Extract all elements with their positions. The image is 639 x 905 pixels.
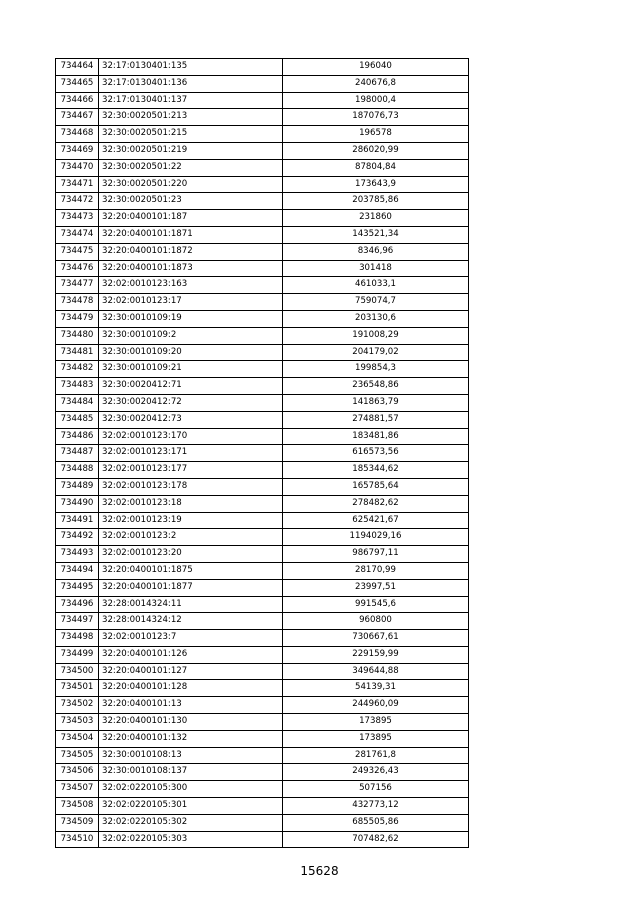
table-row: [56, 529, 469, 546]
value-cell: 183481,86: [283, 428, 469, 445]
cadastral-number-cell: 32:02:0010123:170: [99, 428, 283, 445]
value-cell: 249326,43: [283, 764, 469, 781]
table-row: [56, 310, 469, 327]
table-row: [56, 546, 469, 563]
row-id-cell: 734466: [56, 92, 99, 109]
table-row: [56, 428, 469, 445]
table-row: [56, 495, 469, 512]
value-cell: 281761,8: [283, 747, 469, 764]
value-cell: 685505,86: [283, 814, 469, 831]
cadastral-number-cell: 32:30:0010108:13: [99, 747, 283, 764]
row-id-cell: 734509: [56, 814, 99, 831]
table-row: [56, 747, 469, 764]
table-row: [56, 562, 469, 579]
value-cell: 301418: [283, 260, 469, 277]
table-row: [56, 814, 469, 831]
cadastral-number-cell: 32:28:0014324:12: [99, 613, 283, 630]
cadastral-number-cell: 32:02:0220105:301: [99, 798, 283, 815]
cadastral-number-cell: 32:20:0400101:126: [99, 646, 283, 663]
value-cell: 274881,57: [283, 411, 469, 428]
value-cell: 203130,6: [283, 310, 469, 327]
value-cell: 143521,34: [283, 226, 469, 243]
cadastral-number-cell: 32:02:0010123:178: [99, 478, 283, 495]
table-row: [56, 579, 469, 596]
value-cell: 204179,02: [283, 344, 469, 361]
value-cell: 198000,4: [283, 92, 469, 109]
table-row: [56, 781, 469, 798]
cadastral-number-cell: 32:20:0400101:132: [99, 730, 283, 747]
value-cell: 240676,8: [283, 75, 469, 92]
table-row: [56, 462, 469, 479]
value-cell: 173895: [283, 714, 469, 731]
row-id-cell: 734481: [56, 344, 99, 361]
cadastral-number-cell: 32:17:0130401:136: [99, 75, 283, 92]
cadastral-number-cell: 32:20:0400101:1872: [99, 243, 283, 260]
row-id-cell: 734487: [56, 445, 99, 462]
table-row: [56, 142, 469, 159]
row-id-cell: 734476: [56, 260, 99, 277]
value-cell: 986797,11: [283, 546, 469, 563]
value-cell: 173643,9: [283, 176, 469, 193]
cadastral-number-cell: 32:20:0400101:1873: [99, 260, 283, 277]
cadastral-number-cell: 32:30:0010109:21: [99, 361, 283, 378]
cadastral-number-cell: 32:02:0010123:19: [99, 512, 283, 529]
row-id-cell: 734495: [56, 579, 99, 596]
value-cell: 87804,84: [283, 159, 469, 176]
cadastral-number-cell: 32:02:0010123:163: [99, 277, 283, 294]
cadastral-number-cell: 32:30:0010109:2: [99, 327, 283, 344]
cadastral-number-cell: 32:30:0020501:215: [99, 126, 283, 143]
value-cell: 461033,1: [283, 277, 469, 294]
value-cell: 349644,88: [283, 663, 469, 680]
cadastral-number-cell: 32:20:0400101:127: [99, 663, 283, 680]
value-cell: 191008,29: [283, 327, 469, 344]
row-id-cell: 734503: [56, 714, 99, 731]
table-row: [56, 714, 469, 731]
cadastral-number-cell: 32:30:0010108:137: [99, 764, 283, 781]
row-id-cell: 734507: [56, 781, 99, 798]
cadastral-number-cell: 32:30:0020501:23: [99, 193, 283, 210]
value-cell: 173895: [283, 730, 469, 747]
row-id-cell: 734464: [56, 59, 99, 76]
table-row: [56, 411, 469, 428]
row-id-cell: 734498: [56, 630, 99, 647]
row-id-cell: 734486: [56, 428, 99, 445]
table-row: [56, 243, 469, 260]
value-cell: 165785,64: [283, 478, 469, 495]
row-id-cell: 734494: [56, 562, 99, 579]
row-id-cell: 734508: [56, 798, 99, 815]
row-id-cell: 734506: [56, 764, 99, 781]
value-cell: 432773,12: [283, 798, 469, 815]
cadastral-number-cell: 32:30:0020412:73: [99, 411, 283, 428]
table-row: [56, 764, 469, 781]
cadastral-number-cell: 32:30:0010109:19: [99, 310, 283, 327]
table-row: [56, 831, 469, 848]
cadastral-number-cell: 32:20:0400101:187: [99, 210, 283, 227]
table-row: [56, 613, 469, 630]
table-row: [56, 176, 469, 193]
row-id-cell: 734496: [56, 596, 99, 613]
row-id-cell: 734467: [56, 109, 99, 126]
cadastral-number-cell: 32:02:0220105:302: [99, 814, 283, 831]
cadastral-number-cell: 32:30:0020412:71: [99, 378, 283, 395]
table-row: [56, 646, 469, 663]
row-id-cell: 734465: [56, 75, 99, 92]
row-id-cell: 734493: [56, 546, 99, 563]
cadastral-number-cell: 32:30:0020501:22: [99, 159, 283, 176]
row-id-cell: 734478: [56, 294, 99, 311]
table-row: [56, 277, 469, 294]
value-cell: 759074,7: [283, 294, 469, 311]
row-id-cell: 734504: [56, 730, 99, 747]
cadastral-number-cell: 32:02:0010123:2: [99, 529, 283, 546]
table-row: [56, 344, 469, 361]
value-cell: 707482,62: [283, 831, 469, 848]
table-row: [56, 478, 469, 495]
row-id-cell: 734477: [56, 277, 99, 294]
row-id-cell: 734488: [56, 462, 99, 479]
cadastral-number-cell: 32:02:0010123:17: [99, 294, 283, 311]
table-row: [56, 697, 469, 714]
table-row: [56, 109, 469, 126]
value-cell: 991545,6: [283, 596, 469, 613]
table-row: [56, 159, 469, 176]
value-cell: 185344,62: [283, 462, 469, 479]
value-cell: 616573,56: [283, 445, 469, 462]
row-id-cell: 734480: [56, 327, 99, 344]
row-id-cell: 734490: [56, 495, 99, 512]
table-row: [56, 630, 469, 647]
row-id-cell: 734473: [56, 210, 99, 227]
cadastral-number-cell: 32:30:0020501:213: [99, 109, 283, 126]
value-cell: 231860: [283, 210, 469, 227]
cadastral-number-cell: 32:02:0010123:177: [99, 462, 283, 479]
table-row: [56, 663, 469, 680]
row-id-cell: 734470: [56, 159, 99, 176]
cadastral-number-cell: 32:20:0400101:1875: [99, 562, 283, 579]
value-cell: 196578: [283, 126, 469, 143]
value-cell: 203785,86: [283, 193, 469, 210]
table-row: [56, 75, 469, 92]
cadastral-number-cell: 32:30:0010109:20: [99, 344, 283, 361]
row-id-cell: 734469: [56, 142, 99, 159]
table-row: [56, 294, 469, 311]
table-row: [56, 798, 469, 815]
value-cell: 1194029,16: [283, 529, 469, 546]
table-row: [56, 92, 469, 109]
row-id-cell: 734468: [56, 126, 99, 143]
row-id-cell: 734505: [56, 747, 99, 764]
value-cell: 187076,73: [283, 109, 469, 126]
row-id-cell: 734492: [56, 529, 99, 546]
table-row: [56, 59, 469, 76]
cadastral-number-cell: 32:20:0400101:1871: [99, 226, 283, 243]
value-cell: 625421,67: [283, 512, 469, 529]
value-cell: 141863,79: [283, 394, 469, 411]
table-row: [56, 445, 469, 462]
row-id-cell: 734485: [56, 411, 99, 428]
cadastral-number-cell: 32:02:0010123:7: [99, 630, 283, 647]
value-cell: 236548,86: [283, 378, 469, 395]
table-row: [56, 361, 469, 378]
cadastral-number-cell: 32:02:0010123:20: [99, 546, 283, 563]
row-id-cell: 734475: [56, 243, 99, 260]
records-table: [55, 58, 469, 848]
table-row: [56, 378, 469, 395]
value-cell: 960800: [283, 613, 469, 630]
table-row: [56, 193, 469, 210]
row-id-cell: 734491: [56, 512, 99, 529]
value-cell: 229159,99: [283, 646, 469, 663]
value-cell: 196040: [283, 59, 469, 76]
value-cell: 730667,61: [283, 630, 469, 647]
row-id-cell: 734499: [56, 646, 99, 663]
value-cell: 244960,09: [283, 697, 469, 714]
cadastral-number-cell: 32:02:0010123:18: [99, 495, 283, 512]
value-cell: 507156: [283, 781, 469, 798]
page-number: 15628: [300, 864, 339, 878]
table-row: [56, 210, 469, 227]
row-id-cell: 734484: [56, 394, 99, 411]
cadastral-number-cell: 32:02:0220105:300: [99, 781, 283, 798]
value-cell: 278482,62: [283, 495, 469, 512]
cadastral-number-cell: 32:17:0130401:137: [99, 92, 283, 109]
cadastral-number-cell: 32:20:0400101:1877: [99, 579, 283, 596]
row-id-cell: 734502: [56, 697, 99, 714]
value-cell: 8346,96: [283, 243, 469, 260]
row-id-cell: 734479: [56, 310, 99, 327]
value-cell: 54139,31: [283, 680, 469, 697]
row-id-cell: 734500: [56, 663, 99, 680]
cadastral-number-cell: 32:02:0220105:303: [99, 831, 283, 848]
row-id-cell: 734472: [56, 193, 99, 210]
table-row: [56, 226, 469, 243]
value-cell: 23997,51: [283, 579, 469, 596]
table-row: [56, 680, 469, 697]
table-row: [56, 512, 469, 529]
cadastral-number-cell: 32:30:0020501:219: [99, 142, 283, 159]
row-id-cell: 734474: [56, 226, 99, 243]
row-id-cell: 734483: [56, 378, 99, 395]
table-row: [56, 596, 469, 613]
cadastral-number-cell: 32:17:0130401:135: [99, 59, 283, 76]
records-table-body: [56, 59, 469, 848]
value-cell: 286020,99: [283, 142, 469, 159]
row-id-cell: 734497: [56, 613, 99, 630]
cadastral-number-cell: 32:28:0014324:11: [99, 596, 283, 613]
row-id-cell: 734501: [56, 680, 99, 697]
cadastral-number-cell: 32:02:0010123:171: [99, 445, 283, 462]
table-row: [56, 394, 469, 411]
row-id-cell: 734482: [56, 361, 99, 378]
row-id-cell: 734489: [56, 478, 99, 495]
cadastral-number-cell: 32:20:0400101:130: [99, 714, 283, 731]
table-row: [56, 260, 469, 277]
table-row: [56, 126, 469, 143]
table-row: [56, 327, 469, 344]
cadastral-number-cell: 32:30:0020501:220: [99, 176, 283, 193]
cadastral-number-cell: 32:20:0400101:128: [99, 680, 283, 697]
row-id-cell: 734510: [56, 831, 99, 848]
table-row: [56, 730, 469, 747]
cadastral-number-cell: 32:30:0020412:72: [99, 394, 283, 411]
value-cell: 28170,99: [283, 562, 469, 579]
value-cell: 199854,3: [283, 361, 469, 378]
cadastral-number-cell: 32:20:0400101:13: [99, 697, 283, 714]
row-id-cell: 734471: [56, 176, 99, 193]
